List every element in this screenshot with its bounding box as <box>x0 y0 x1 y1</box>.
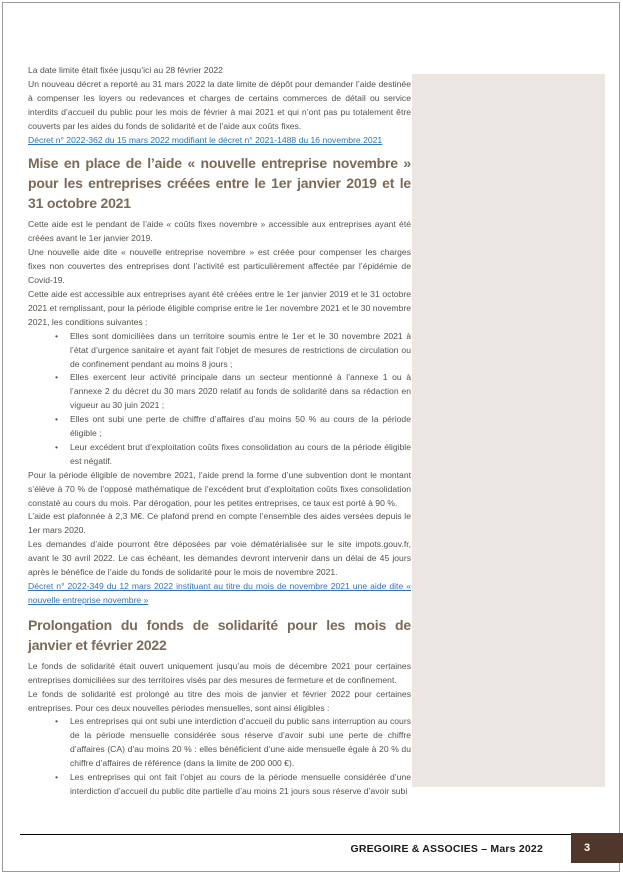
bullet-item-perte-ca: • Elles ont subi une perte de chiffre d’affaires d’au moins 50 % au cours de la période éligible ; <box>28 413 411 441</box>
bullet-item-interdiction-totale: • Les entreprises qui ont subi une interdiction d’accueil du public sans interruption au cours de la période mensuelle considérée sous réserve d’avoir subi une perte de chiffre d’affaires (CA) d’au moins 20 % : elles bénéficient d’une aide mensuelle égale à 20 % du chiffre d’affaires de référence (dans la limite de 200 000 €). <box>28 715 411 771</box>
para-nouvelle-aide-creee: Une nouvelle aide dite « nouvelle entreprise novembre » est créée pour compenser les charges fixes non couvertes des entreprises dont l’activité est particulièrement affectée par l’épidémie de Covid-19. <box>28 247 411 286</box>
link-decret-2022-362[interactable]: Décret n° 2022-362 du 15 mars 2022 modifiant le décret n° 2021-1488 du 16 novembre 2021 <box>28 134 383 145</box>
para-montant-subvention: Pour la période éligible de novembre 2021, l’aide prend la forme d’une subvention dont le montant s’élève à 70 % de l’opposé mathématique de l’excédent brut d’exploitation coûts fixes consolidation constaté au cours du mois. Par dérogation, pour les petites entreprises, ce taux est porté à 90 %. <box>28 469 411 508</box>
bullet-list-conditions <box>28 330 411 469</box>
bullet-item-excedent-negatif: • Leur excédent brut d’exploitation coûts fixes consolidation au cours de la période éligible est négatif. <box>28 441 411 469</box>
link-decret-2022-349[interactable]: Décret n° 2022-349 du 12 mars 2022 instituant au titre du mois de novembre 2021 une aide dite « nouvelle entreprise novembre » <box>28 581 411 605</box>
footer-divider-rule <box>20 834 571 835</box>
para-pendant-couts-fixes: Cette aide est le pendant de l’aide « coûts fixes novembre » accessible aux entreprises ayant été créées avant le 1er janvier 2019. <box>28 219 411 244</box>
footer-company-line: GREGOIRE & ASSOCIES – Mars 2022 <box>350 843 543 855</box>
heading-nouvelle-entreprise-novembre: Mise en place de l’aide « nouvelle entreprise novembre » pour les entreprises créées entre le 1er janvier 2019 et le 31 octobre 2021 <box>28 155 411 212</box>
para-fonds-prolonge: Le fonds de solidarité est prolongé au titre des mois de janvier et février 2022 pour certaines entreprises. Pour ces deux nouvelles périodes mensuelles, sont ainsi éligibles : <box>28 688 411 713</box>
bullet-item-activite-principale: • Elles exercent leur activité principale dans un secteur mentionné à l’annexe 1 ou à l’annexe 2 du décret du 30 mars 2020 relatif au fonds de solidarité dans sa rédaction en vigueur au 30 juin 2021 ; <box>28 371 411 413</box>
page-number: 3 <box>584 842 591 854</box>
bullet-item-domiciliees: • Elles sont domiciliées dans un territoire soumis entre le 1er et le 30 novembre 2021 à l’état d’urgence sanitaire et ayant fait l’objet de mesures de restrictions de circulation ou de confinement pendant au moins 8 jours ; <box>28 330 411 372</box>
page-number-box <box>571 833 623 863</box>
para-conditions-intro: Cette aide est accessible aux entreprises ayant été créées entre le 1er janvier 2019 et le 31 octobre 2021 et remplissant, pour la période éligible comprise entre le 1er novembre 2021 et le 30 novembre 2021, les conditions suivantes : <box>28 288 411 327</box>
document-content <box>28 64 411 799</box>
para-nouveau-decret: Un nouveau décret a reporté au 31 mars 2022 la date limite de dépôt pour demander l’aide destinée à compenser les loyers ou redevances et charges de certains commerces de détail ou service interdits d’accueil du public pour les mois de février à mai 2021 et qui n’ont pas pu totalement être couverts par les aides du fonds de solidarité et de l’aide aux coûts fixes. <box>28 78 411 131</box>
para-fonds-ouvert: Le fonds de solidarité était ouvert uniquement jusqu’au mois de décembre 2021 pour certaines entreprises domiciliées sur des territoires visés par des mesures de fermeture et de confinement. <box>28 660 411 685</box>
para-date-limite: La date limite était fixée jusqu’ici au 28 février 2022 <box>28 65 223 75</box>
bullet-list-eligibles <box>28 715 411 798</box>
para-demandes-aide: Les demandes d’aide pourront être déposées par voie dématérialisée sur le site impots.gouv.fr, avant le 30 avril 2022. Le cas échéant, les demandes devront intervenir dans un délai de 45 jours après le bénéfice de l’aide du fonds de solidarité pour le mois de novembre 2021. <box>28 539 411 578</box>
bullet-item-interdiction-partielle: • Les entreprises qui ont fait l’objet au cours de la période mensuelle considérée d’une interdiction d’accueil du public dite partielle d’au moins 21 jours sous réserve d’avoir subi <box>28 771 411 799</box>
side-panel-background <box>412 74 605 787</box>
para-plafond-aide: L’aide est plafonnée à 2,3 M€. Ce plafond prend en compte l’ensemble des aides versées depuis le 1er mars 2020. <box>28 511 411 536</box>
heading-prolongation-fonds: Prolongation du fonds de solidarité pour les mois de janvier et février 2022 <box>28 616 411 653</box>
